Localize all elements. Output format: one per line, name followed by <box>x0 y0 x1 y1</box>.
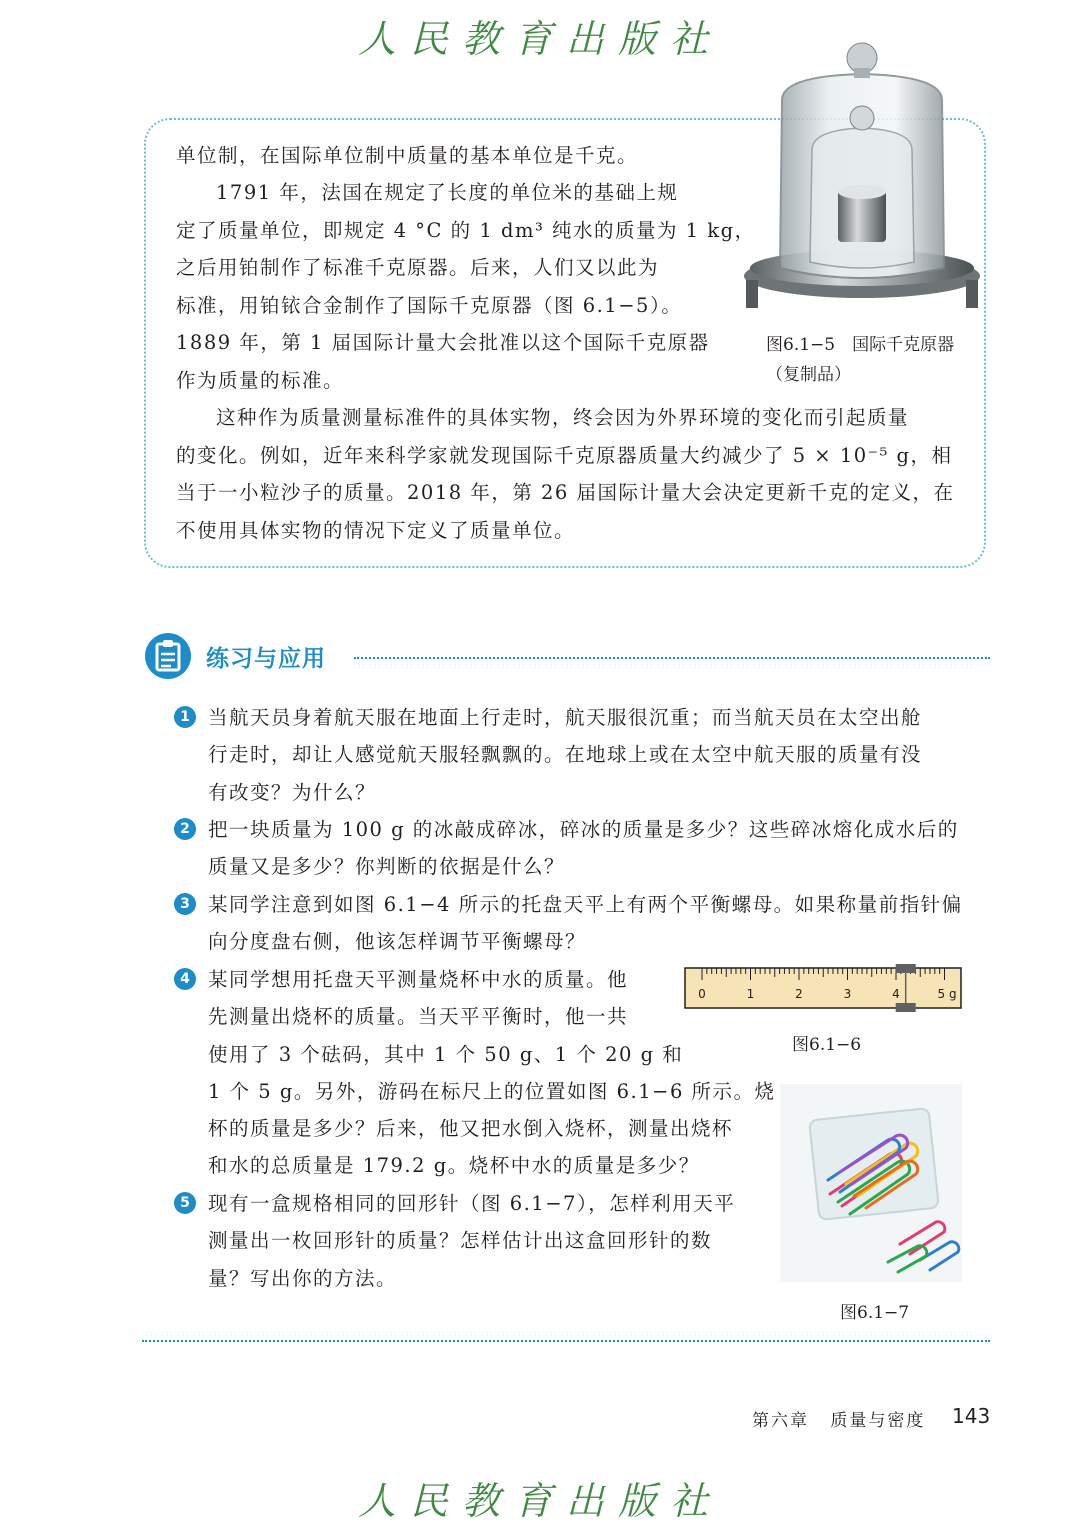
ruler-rider-bottom <box>896 1003 916 1012</box>
ruler-label: 3 <box>843 987 852 1001</box>
reading-line: 的变化。例如，近年来科学家就发现国际千克原器质量大约减少了 5 × 10⁻⁵ g，相 <box>176 443 953 467</box>
exercise-line: 和水的总质量是 179.2 g。烧杯中水的质量是多少？ <box>208 1154 700 1178</box>
exercise-line: 行走时，却让人感觉航天服轻飘飘的。在地球上或在太空中航天服的质量有没 <box>208 743 923 767</box>
exercise-line: 当航天员身着航天服在地面上行走时，航天服很沉重；而当航天员在太空出舱 <box>208 706 923 729</box>
chapter-label: 第六章 <box>752 1411 809 1431</box>
exercise-number-5: 5 <box>174 1192 196 1214</box>
exercise-line: 质量又是多少？你判断的依据是什么？ <box>208 855 566 879</box>
publisher-watermark-bottom: 人民教育出版社 <box>357 1479 722 1523</box>
reading-line: 标准，用铂铱合金制作了国际千克原器（图 6.1−5）。 <box>176 293 683 317</box>
exercise-number-3: 3 <box>174 893 196 915</box>
exercise-number-1: 1 <box>174 706 196 728</box>
ruler-label: 2 <box>795 987 803 1001</box>
ruler-rider-top <box>896 964 916 973</box>
ruler-label: 5 g <box>937 987 957 1001</box>
exercise-1 <box>208 699 922 811</box>
balance-ruler-figure <box>684 960 962 1016</box>
reading-line: 1889 年，第 1 届国际计量大会批准以这个国际千克原器 <box>176 331 710 354</box>
exercise-line: 把一块质量为 100 g 的冰敲成碎冰，碎冰的质量是多少？这些碎冰熔化成水后的 <box>208 818 959 841</box>
ruler-label: 1 <box>746 987 755 1001</box>
exercise-number-2: 2 <box>174 818 196 840</box>
ruler-label: 4 <box>892 987 900 1001</box>
exercise-number-4: 4 <box>174 968 196 990</box>
reading-line: 定了质量单位，即规定 4 °C 的 1 dm³ 纯水的质量为 1 kg， <box>176 218 756 242</box>
exercise-line: 1 个 5 g。另外，游码在标尺上的位置如图 6.1−6 所示。烧 <box>208 1079 776 1103</box>
exercise-line: 现有一盒规格相同的回形针（图 6.1−7），怎样利用天平 <box>208 1192 736 1215</box>
reading-line: 不使用具体实物的情况下定义了质量单位。 <box>176 518 576 542</box>
chapter-title: 质量与密度 <box>830 1411 926 1431</box>
exercise-2 <box>208 811 959 886</box>
reading-line: 作为质量的标准。 <box>176 368 345 392</box>
exercise-line: 测量出一枚回形针的质量？怎样估计出这盒回形针的数 <box>208 1229 713 1253</box>
exercise-line: 先测量出烧杯的质量。当天平平衡时，他一共 <box>208 1005 629 1029</box>
bottom-divider <box>142 1340 990 1342</box>
figure-caption-sub: （复制品） <box>766 365 851 385</box>
reading-line: 单位制，在国际单位制中质量的基本单位是千克。 <box>176 144 639 167</box>
reading-paragraph-3 <box>176 399 955 549</box>
exercise-line: 量？写出你的方法。 <box>208 1266 398 1290</box>
reading-line: 这种作为质量测量标准件的具体实物，终会因为外界环境的变化而引起质量 <box>216 406 910 429</box>
paperclip-figure-caption: 图6.1−7 <box>840 1303 910 1323</box>
page-number: 143 <box>952 1404 991 1428</box>
exercise-line: 某同学想用托盘天平测量烧杯中水的质量。他 <box>208 968 629 991</box>
exercises-title: 练习与应用 <box>206 646 326 672</box>
reading-paragraph-1 <box>176 137 638 175</box>
kilogram-prototype-image <box>742 40 982 316</box>
ruler-figure-caption: 图6.1−6 <box>792 1035 862 1055</box>
clipboard-icon <box>144 632 192 680</box>
reading-line: 1791 年，法国在规定了长度的单位米的基础上规 <box>216 181 679 204</box>
exercise-line: 杯的质量是多少？后来，他又把水倒入烧杯，测量出烧杯 <box>208 1117 734 1141</box>
figure-caption: 图6.1−5 国际千克原器 <box>766 335 955 355</box>
exercise-line: 某同学注意到如图 6.1−4 所示的托盘天平上有两个平衡螺母。如果称量前指针偏 <box>208 893 963 916</box>
exercise-5 <box>208 1185 735 1297</box>
exercise-3 <box>208 886 963 961</box>
paperclip-box-image <box>780 1084 962 1282</box>
page-footer <box>752 1406 925 1431</box>
section-divider <box>354 657 990 659</box>
publisher-watermark-top: 人民教育出版社 <box>357 17 722 61</box>
reading-paragraph-2 <box>176 174 756 399</box>
reading-line: 之后用铂制作了标准千克原器。后来，人们又以此为 <box>176 256 660 279</box>
exercise-line: 向分度盘右侧，他该怎样调节平衡螺母？ <box>208 930 587 954</box>
exercise-line: 有改变？为什么？ <box>208 780 377 804</box>
reading-line: 当于一小粒沙子的质量。2018 年，第 26 届国际计量大会决定更新千克的定义，在 <box>176 481 955 504</box>
exercise-line: 使用了 3 个砝码，其中 1 个 50 g、1 个 20 g 和 <box>208 1042 684 1066</box>
ruler-label: 0 <box>698 987 706 1001</box>
